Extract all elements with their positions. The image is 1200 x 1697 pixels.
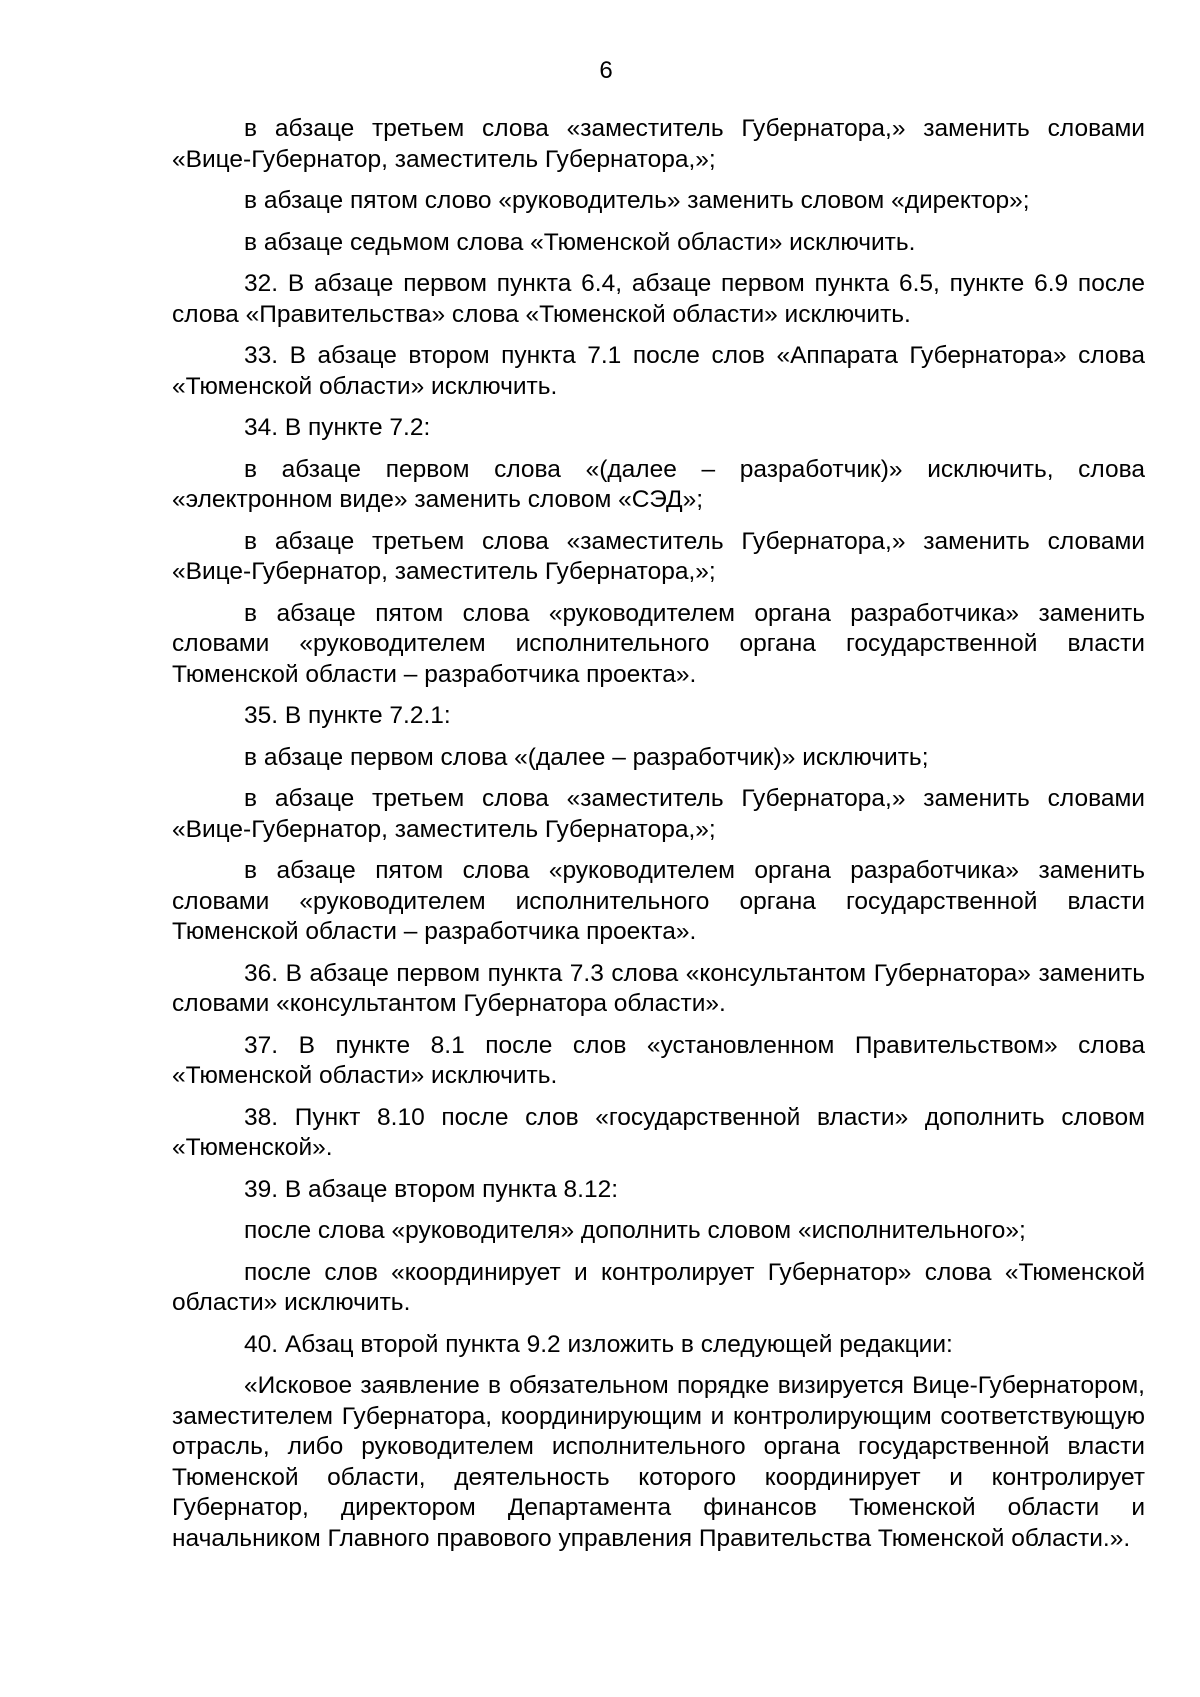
paragraph: в абзаце третьем слова «заместитель Губернатора,» заменить словами «Вице-Губернатор, заместитель Губернатора,»; (172, 115, 1145, 173)
paragraph: в абзаце пятом слово «руководитель» заменить словом «директор»; (244, 187, 1030, 214)
paragraph: после слова «руководителя» дополнить словом «исполнительного»; (244, 1217, 1026, 1244)
paragraph-item-34: 34. В пункте 7.2: (244, 414, 431, 441)
paragraph: в абзаце третьем слова «заместитель Губернатора,» заменить словами «Вице-Губернатор, заместитель Губернатора,»; (172, 785, 1145, 843)
paragraph: после слов «координирует и контролирует Губернатор» слова «Тюменской области» исключить. (172, 1258, 1145, 1316)
paragraph: в абзаце пятом слова «руководителем органа разработчика» заменить словами «руководителем исполнительного органа государственной власти Тюменской области – разработчика проекта». (172, 857, 1145, 945)
document-body (172, 114, 1145, 1565)
paragraph-item-32: 32. В абзаце первом пункта 6.4, абзаце первом пункта 6.5, пункте 6.9 после слова «Правительства» слова «Тюменской области» исключить. (172, 270, 1145, 328)
paragraph-item-36: 36. В абзаце первом пункта 7.3 слова «консультантом Губернатора» заменить словами «консультантом Губернатора области». (172, 959, 1145, 1017)
paragraph-item-40: 40. Абзац второй пункта 9.2 изложить в следующей редакции: (244, 1330, 953, 1358)
paragraph: в абзаце седьмом слова «Тюменской области» исключить. (244, 228, 916, 256)
page-number: 6 (599, 57, 613, 84)
paragraph: в абзаце пятом слова «руководителем органа разработчика» заменить словами «руководителем исполнительного органа государственной власти Тюменской области – разработчика проекта». (172, 599, 1145, 688)
paragraph-item-38: 38. Пункт 8.10 после слов «государственной власти» дополнить словом «Тюменской». (172, 1103, 1145, 1161)
paragraph: в абзаце третьем слова «заместитель Губернатора,» заменить словами «Вице-Губернатор, заместитель Губернатора,»; (172, 527, 1145, 585)
paragraph-item-37: 37. В пункте 8.1 после слов «установленном Правительством» слова «Тюменской области» исключить. (172, 1031, 1145, 1089)
paragraph: в абзаце первом слова «(далее – разработчик)» исключить; (244, 743, 929, 771)
paragraph-item-39: 39. В абзаце втором пункта 8.12: (244, 1175, 619, 1203)
paragraph-item-35: 35. В пункте 7.2.1: (244, 702, 451, 729)
paragraph-quote: «Исковое заявление в обязательном порядке визируется Вице-Губернатором, заместителем Губернатора, координирующим и контролирующим соответствующую отрасль, либо руководителем исполнительного органа государственной власти Тюменской области, деятельность которого координирует и контролирует Губернатор, директором Департамента финансов Тюменской области и начальником Главного правового управления Правительства Тюменской области.». (172, 1372, 1145, 1552)
paragraph: в абзаце первом слова «(далее – разработчик)» исключить, слова «электронном виде» заменить словом «СЭД»; (172, 455, 1145, 513)
paragraph-item-33: 33. В абзаце втором пункта 7.1 после слов «Аппарата Губернатора» слова «Тюменской области» исключить. (172, 342, 1145, 400)
